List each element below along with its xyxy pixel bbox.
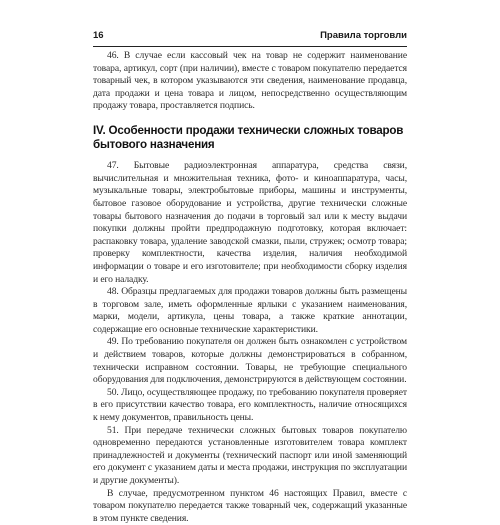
page-body [93, 50, 407, 525]
paragraph-51: 51. При передаче технически сложных бытовых товаров покупателю одновременно передаются установленные изготовителем товара комплект принадлежностей и документы (технический паспорт или иной заменяющий его документ с указанием даты и места продажи, инструкция по эксплуатации и другие документы). [93, 424, 407, 486]
paragraph-48: 48. Образцы предлагаемых для продажи товаров должны быть размещены в торговом зале, иметь оформленные ярлыки с указанием наименования, марки, модели, артикула, цены товара, а также краткие аннотации, содержащие его основные технические характеристики. [93, 286, 407, 335]
paragraph-47: 47. Бытовые радиоэлектронная аппаратура, средства связи, вычислительная и множительная техника, фото- и киноаппаратура, часы, музыкальные товары, электробытовые приборы, машины и инструменты, бытовое газовое оборудование и устройства, другие технически сложные товары бытового назначения до подачи в торговый зал или к месту выдачи покупки должны пройти предпродажную подготовку, которая включает: распаковку товара, удаление заводской смазки, пыли, стружек; осмотр товара; проверку комплектности, качества изделия, наличия необходимой информации о товаре и его изготовителе; при необходимости сборку изделия и его наладку. [93, 160, 407, 285]
paragraph-50: 50. Лицо, осуществляющее продажу, по требованию покупателя проверяет в его присутствии качество товара, его комплектность, наличие относящихся к нему документов, правильность цены. [93, 386, 407, 424]
running-title: Правила торговли [320, 30, 407, 41]
page-number: 16 [93, 30, 104, 41]
section-heading: IV. Особенности продажи технически сложных товаров бытового назначения [93, 123, 404, 151]
paragraph-49: 49. По требованию покупателя он должен быть ознакомлен с устройством и действием товаров, которые должны демонстрироваться в собранном, технически исправном состоянии. Товары, не требующие специального оборудования для подключения, демонстрируются в действующем состоянии. [93, 336, 407, 386]
running-header [93, 29, 407, 47]
paragraph-46: 46. В случае если кассовый чек на товар не содержит наименование товара, артикул, сорт (при наличии), вместе с товаром покупателю передается товарный чек, в котором указываются эти сведения, наименование продавца, дата продажи и цена товара и лицом, непосредственно осуществляющим продажу товара, проставляется подпись. [93, 50, 407, 112]
paragraph-51-addendum: В случае, предусмотренном пунктом 46 настоящих Правил, вместе с товаром покупателю передается также товарный чек, содержащий указанные в этом пункте сведения. [93, 487, 407, 524]
